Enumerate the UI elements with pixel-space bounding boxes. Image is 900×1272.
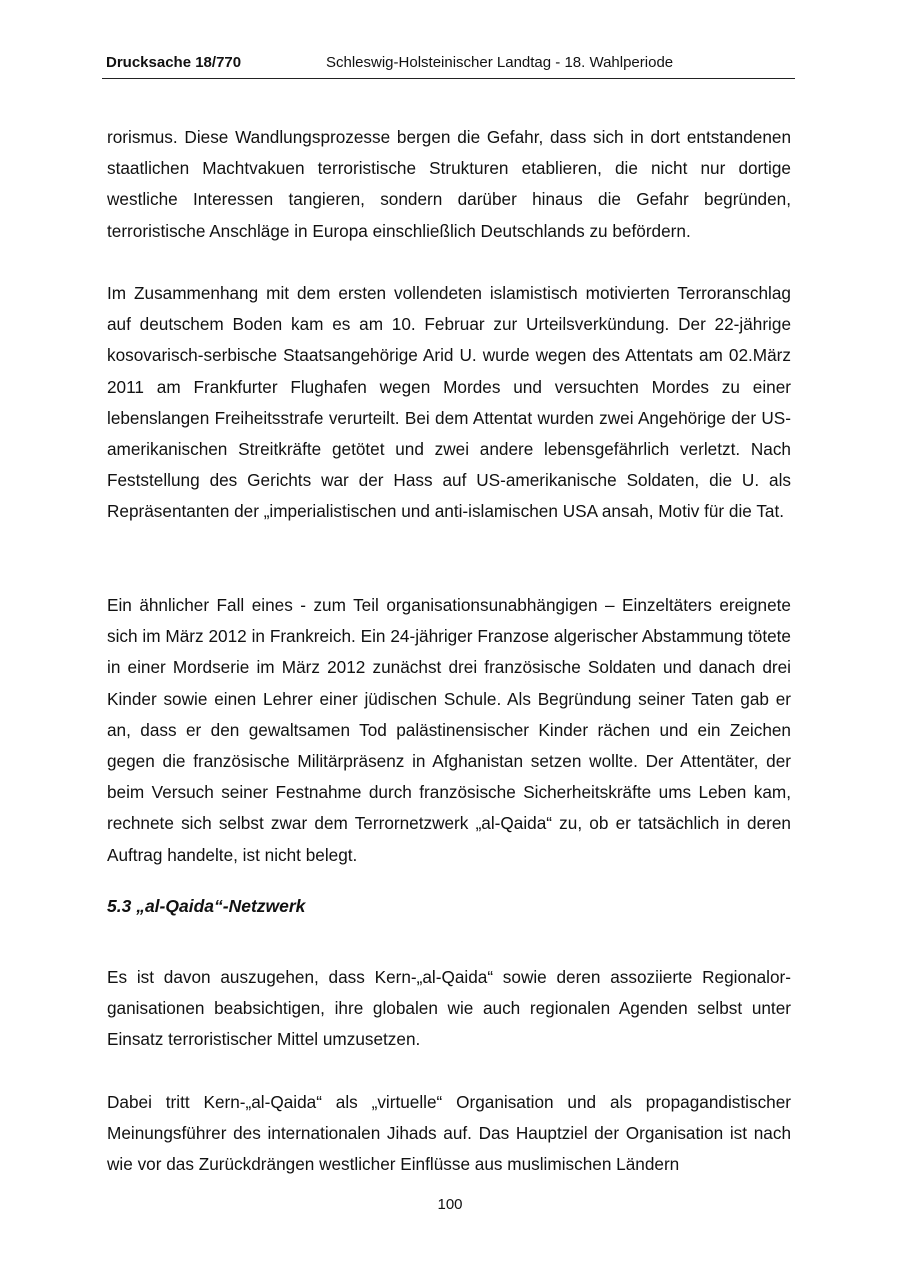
paragraph-terrorism-risks: rorismus. Diese Wandlungsprozesse bergen die Gefahr, dass sich in dort entstandenen staatlichen Machtvakuen terroristische Strukturen etablieren, die nicht nur dortige westliche Interessen tangieren, sondern darüber hinaus die Gefahr begründen, terroristische Anschläge in Europa einschließlich Deutschlands zu befördern. <box>107 127 791 241</box>
paragraph-france-attack: Ein ähnlicher Fall eines - zum Teil organisationsunabhängigen – Einzeltäters ereignete sich im März 2012 in Frankreich. Ein 24-jähriger Franzose algerischer Abstammung tötete in einer Mordserie im März 2012 zunächst drei französische Soldaten und danach drei Kinder sowie einen Lehrer einer jüdischen Schule. Als Begründung seiner Taten gab er an, dass er den gewaltsamen Tod palästinensischer Kinder rächen und ein Zeichen gegen die französische Militärpräsenz in Afghanistan setzen wollte. Der Attentäter, der beim Versuch seiner Festnahme durch französische Sicherheitskräfte ums Leben kam, rechnete sich selbst zwar dem Terrornetzwerk „al-Qaida“ zu, ob er tatsächlich in deren Auftrag handelte, ist nicht belegt. <box>107 595 791 865</box>
parliament-title: Schleswig-Holsteinischer Landtag - 18. Wahlperiode <box>326 54 674 71</box>
document-number: Drucksache 18/770 <box>106 54 242 71</box>
page-number: 100 <box>437 1196 463 1213</box>
page-header <box>102 52 795 79</box>
paragraph-al-qaida-goals: Es ist davon auszugehen, dass Kern-„al-Qaida“ sowie deren assoziierte Regionalorganisationen beabsichtigen, ihre globalen wie auch regionalen Agenden selbst unter Einsatz terroristischer Mittel umzusetzen. <box>107 967 791 1050</box>
paragraph-virtual-organisation: Dabei tritt Kern-„al-Qaida“ als „virtuelle“ Organisation und als propagandistischer Meinungsführer des internationalen Jihads auf. Das Hauptziel der Organisation ist nach wie vor das Zurückdrängen westlicher Einflüsse aus muslimischen Ländern <box>107 1092 791 1175</box>
paragraph-frankfurt-attack: Im Zusammenhang mit dem ersten vollendeten islamistisch motivierten Terroranschlag auf deutschem Boden kam es am 10. Februar zur Urteilsverkündung. Der 22-jährige kosovarisch-serbische Staatsangehörige Arid U. wurde wegen des Attentats am 02.März 2011 am Frankfurter Flughafen wegen Mordes und versuchten Mordes zu einer lebenslangen Freiheitsstrafe verurteilt. Bei dem Attentat wurden zwei Angehörige der US-amerikanischen Streitkräfte getötet und zwei andere lebensgefährlich verletzt. Nach Feststellung des Gerichts war der Hass auf US-amerikanische Soldaten, die U. als Repräsentanten der „imperialistischen und anti-islamischen USA ansah, Motiv für die Tat. <box>107 283 791 522</box>
section-heading: 5.3 „al-Qaida“-Netzwerk <box>107 896 306 916</box>
